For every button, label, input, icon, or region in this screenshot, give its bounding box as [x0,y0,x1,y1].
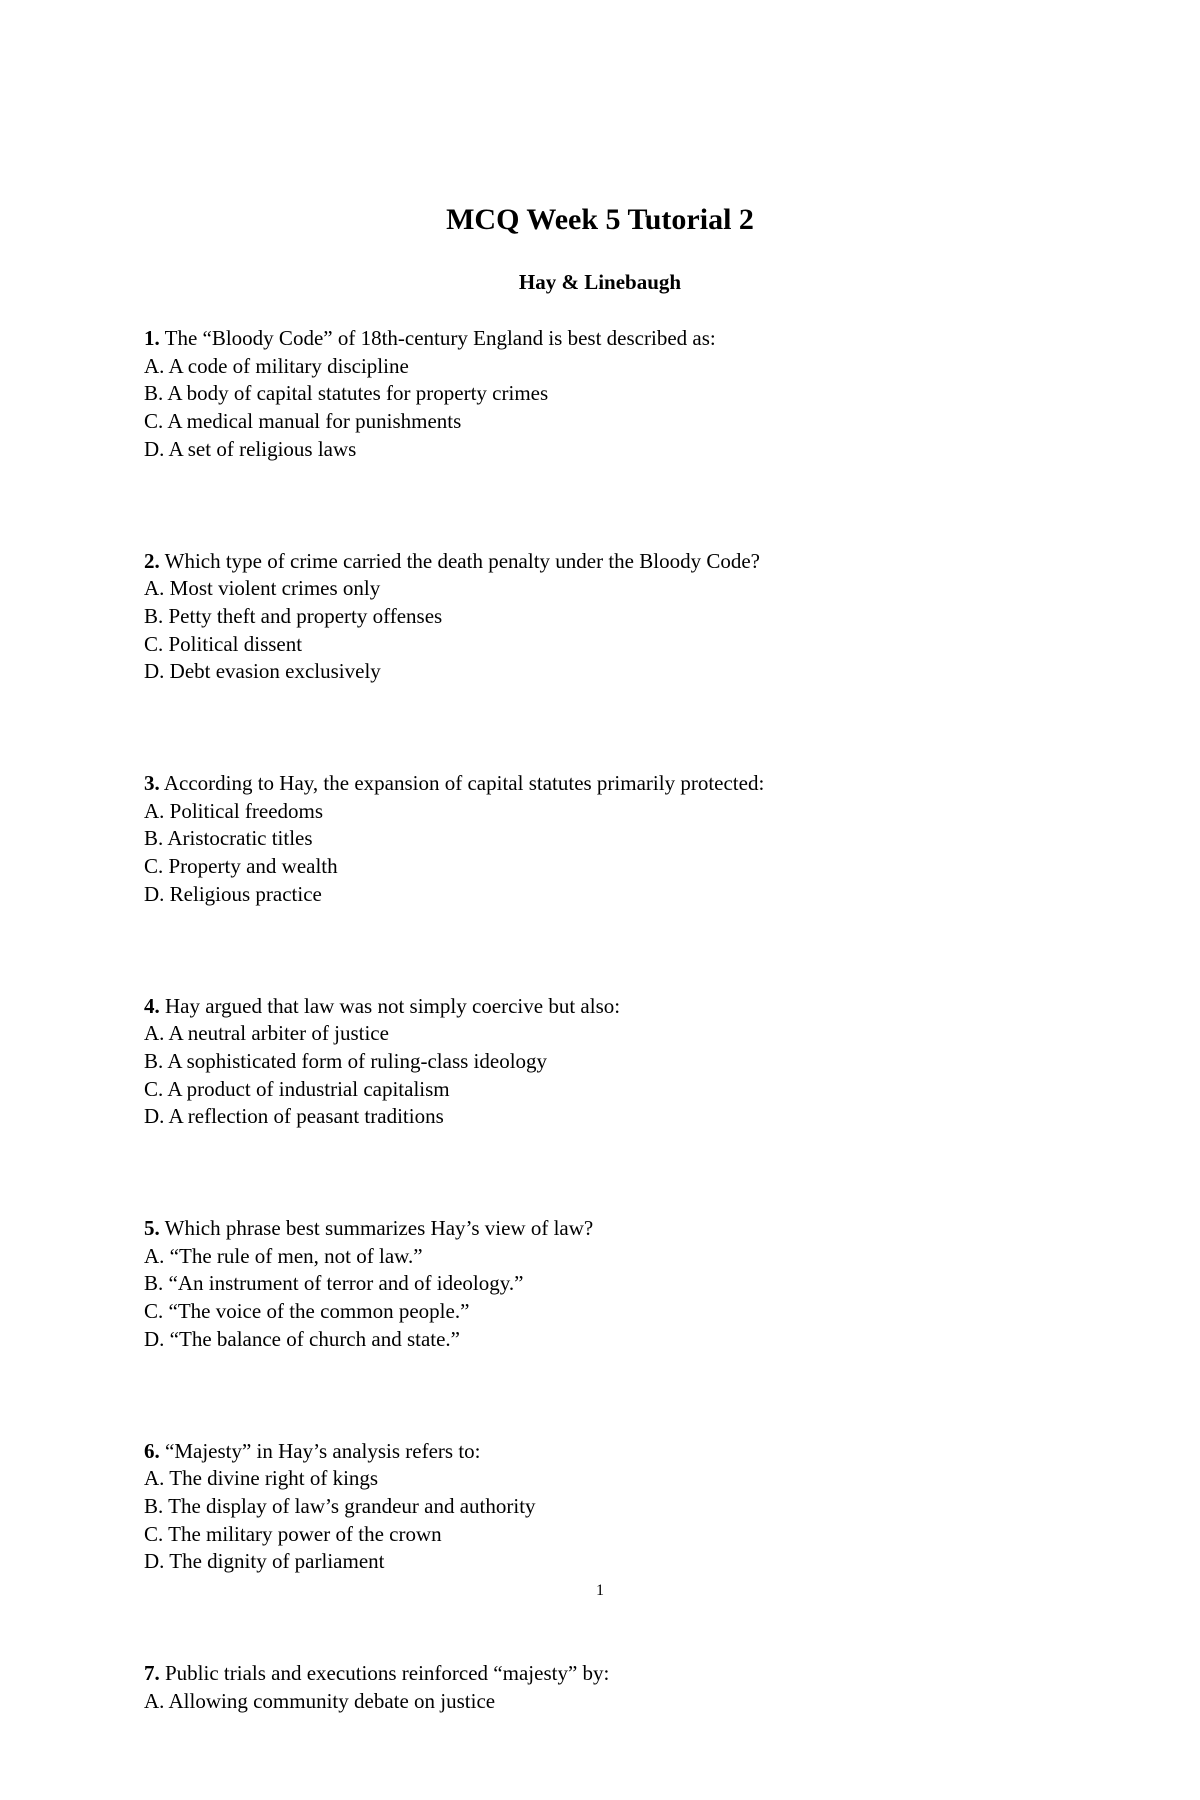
question-7 [144,1660,1084,1715]
page-subtitle: Hay & Linebaugh [518,270,682,294]
question-number: 3. [144,771,160,796]
question-text: Hay argued that law was not simply coercive but also: [159,993,621,1018]
answer-option-d: D. Debt evasion exclusively [144,659,381,684]
question-3 [144,770,1084,909]
answer-option-a: A. “The rule of men, not of law.” [144,1243,423,1268]
question-number: 5. [144,1216,160,1241]
answer-option-a: A. The divine right of kings [144,1466,379,1491]
question-stem [144,770,1084,798]
question-stem [144,993,1084,1021]
question-stem [144,325,1084,353]
question-list [144,325,1084,1800]
answer-option-c: C. Property and wealth [144,854,338,879]
question-text: The “Bloody Code” of 18th-century England is best described as: [159,326,716,350]
question-1 [144,325,1084,464]
answer-option-b: B. “An instrument of terror and of ideology.” [144,1271,524,1296]
question-text: Which type of crime carried the death penalty under the Bloody Code? [159,548,760,573]
page-title: MCQ Week 5 Tutorial 2 [446,203,754,236]
answer-option-c: C. A medical manual for punishments [144,409,462,434]
answer-option-a: A. A neutral arbiter of justice [144,1021,389,1046]
answer-option-b: B. A body of capital statutes for property crimes [144,381,549,406]
answer-option-c: C. A product of industrial capitalism [144,1076,450,1101]
page-number: 1 [596,1582,604,1599]
question-number: 4. [144,993,160,1018]
answer-option-a: A. Allowing community debate on justice [144,1688,496,1713]
answer-option-d: D. Religious practice [144,881,322,906]
answer-option-d: D. A set of religious laws [144,436,357,461]
answer-option-c: C. Political dissent [144,631,303,656]
answer-option-a: A. Most violent crimes only [144,576,381,601]
question-number: 6. [144,1438,160,1463]
answer-option-d: D. “The balance of church and state.” [144,1326,461,1351]
question-number: 7. [144,1661,160,1686]
question-text: Public trials and executions reinforced “majesty” by: [159,1661,610,1686]
question-stem [144,1438,1084,1466]
answer-option-c: C. “The voice of the common people.” [144,1299,470,1324]
question-stem [144,1215,1084,1243]
question-stem [144,548,1084,576]
answer-option-a: A. Political freedoms [144,798,324,823]
answer-option-b: B. The display of law’s grandeur and authority [144,1493,536,1518]
answer-option-b: B. Aristocratic titles [144,826,313,851]
question-number: 2. [144,548,160,573]
question-text: “Majesty” in Hay’s analysis refers to: [159,1438,481,1463]
answer-option-c: C. The military power of the crown [144,1521,442,1546]
question-6 [144,1438,1084,1577]
question-4 [144,993,1084,1132]
question-5 [144,1215,1084,1354]
answer-option-d: D. A reflection of peasant traditions [144,1104,444,1129]
answer-option-d: D. The dignity of parliament [144,1549,385,1574]
answer-option-a: A. A code of military discipline [144,353,409,378]
answer-option-b: B. Petty theft and property offenses [144,603,443,628]
question-text: According to Hay, the expansion of capital statutes primarily protected: [159,771,765,796]
answer-option-b: B. A sophisticated form of ruling-class ideology [144,1048,548,1073]
question-text: Which phrase best summarizes Hay’s view of law? [159,1216,594,1241]
question-2 [144,548,1084,687]
question-number: 1. [144,326,160,350]
question-stem [144,1660,1084,1688]
